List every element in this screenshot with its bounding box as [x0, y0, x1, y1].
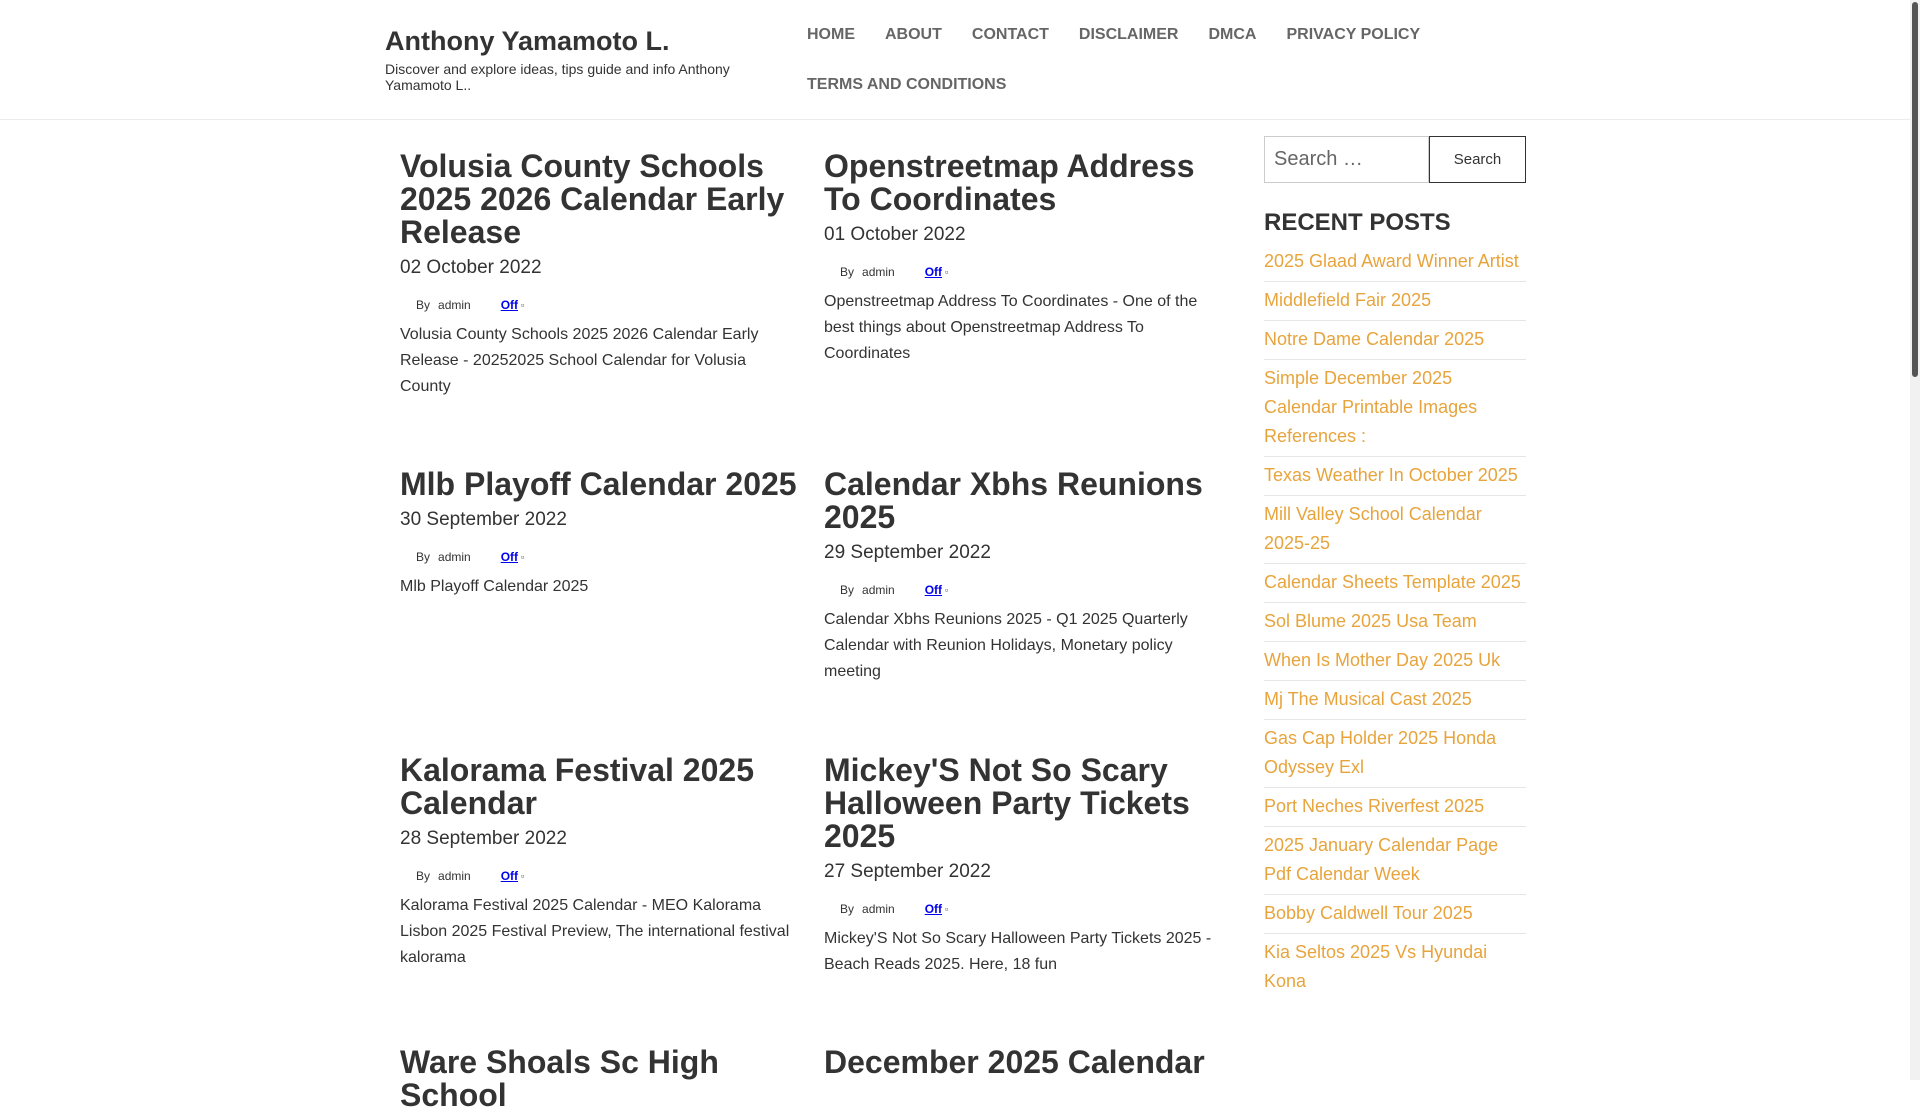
post-excerpt: Mlb Playoff Calendar 2025 — [400, 578, 589, 595]
post-title — [824, 150, 1224, 216]
author-link[interactable]: admin — [862, 265, 895, 279]
post-title — [824, 754, 1224, 853]
comment-icon: ● — [488, 871, 495, 881]
comments-link[interactable]: Off — [924, 902, 943, 916]
post-title — [824, 1046, 1224, 1079]
by-label: By — [416, 869, 431, 883]
site-title[interactable]: Anthony Yamamoto L. — [385, 26, 670, 56]
user-icon: ● — [828, 267, 834, 277]
post-date: 02 October 2022 — [400, 257, 542, 278]
comment-icon: ● — [912, 267, 919, 277]
list-item — [1264, 788, 1526, 827]
recent-post-link[interactable]: 2025 January Calendar Page Pdf Calendar Week — [1264, 835, 1499, 884]
recent-post-link[interactable]: Kia Seltos 2025 Vs Hyundai Kona — [1264, 942, 1488, 991]
post-card — [824, 1046, 1224, 1079]
recent-post-link[interactable]: Notre Dame Calendar 2025 — [1264, 329, 1485, 349]
post-title-link[interactable]: December 2025 Calendar — [824, 1044, 1205, 1080]
list-item — [1264, 564, 1526, 603]
post-title-link[interactable]: Kalorama Festival 2025 Calendar — [400, 752, 754, 821]
list-item — [1264, 321, 1526, 360]
post-meta — [400, 550, 800, 564]
comments-link[interactable]: Off — [924, 583, 943, 597]
search-button[interactable]: Search — [1429, 136, 1526, 183]
author-link[interactable]: admin — [438, 550, 471, 564]
sidebar — [1264, 136, 1526, 1001]
post-title-link[interactable]: Ware Shoals Sc High School — [400, 1044, 719, 1113]
recent-post-link[interactable]: Mj The Musical Cast 2025 — [1264, 689, 1472, 709]
post-excerpt: Volusia County Schools 2025 2026 Calendar Early Release - 20252025 School Calendar for Volusia County — [400, 326, 759, 395]
site-header — [0, 0, 1910, 120]
author-link[interactable]: admin — [438, 298, 471, 312]
recent-posts-list — [1264, 243, 1526, 1001]
post-card — [824, 754, 1224, 978]
user-icon: ● — [404, 300, 410, 310]
post-title-link[interactable]: Calendar Xbhs Reunions 2025 — [824, 466, 1203, 535]
recent-post-link[interactable]: Sol Blume 2025 Usa Team — [1264, 611, 1477, 631]
recent-post-link[interactable]: Mill Valley School Calendar 2025-25 — [1264, 504, 1482, 553]
by-label: By — [840, 265, 855, 279]
by-label: By — [840, 583, 855, 597]
post-excerpt: Mickey'S Not So Scary Halloween Party Tickets 2025 - Beach Reads 2025. Here, 18 fun — [824, 930, 1212, 973]
author-link[interactable]: admin — [862, 902, 895, 916]
list-item — [1264, 934, 1526, 1001]
post-card — [400, 754, 800, 971]
comment-icon: ● — [912, 585, 919, 595]
post-meta — [824, 583, 1224, 597]
recent-post-link[interactable]: Port Neches Riverfest 2025 — [1264, 796, 1485, 816]
site-description: Discover and explore ideas, tips guide and info Anthony Yamamoto L.. — [385, 61, 730, 93]
post-date: 29 September 2022 — [824, 542, 991, 563]
scrollbar[interactable] — [1910, 0, 1920, 1080]
chevron-down-icon: ▫ — [521, 871, 525, 881]
post-meta — [400, 869, 800, 883]
post-excerpt: Calendar Xbhs Reunions 2025 - Q1 2025 Quarterly Calendar with Reunion Holidays, Monetary policy meeting — [824, 611, 1188, 680]
recent-posts-title: RECENT POSTS — [1264, 209, 1451, 236]
post-card — [824, 150, 1224, 367]
post-title — [824, 468, 1224, 534]
post-meta — [824, 265, 1224, 279]
comment-icon: ● — [912, 904, 919, 914]
list-item — [1264, 496, 1526, 564]
list-item — [1264, 720, 1526, 788]
main-navigation — [792, 10, 1532, 110]
post-meta — [400, 298, 800, 312]
search-form — [1264, 136, 1526, 183]
post-title — [400, 1046, 820, 1112]
list-item — [1264, 603, 1526, 642]
chevron-down-icon: ▫ — [945, 267, 949, 277]
chevron-down-icon: ▫ — [945, 585, 949, 595]
list-item — [1264, 457, 1526, 496]
comments-link[interactable]: Off — [500, 869, 519, 883]
chevron-down-icon: ▫ — [521, 300, 525, 310]
list-item — [1264, 681, 1526, 720]
post-title — [400, 754, 800, 820]
chevron-down-icon: ▫ — [521, 552, 525, 562]
list-item — [1264, 243, 1526, 282]
nav-about[interactable]: ABOUT — [885, 26, 942, 43]
post-card — [400, 150, 800, 400]
post-title-link[interactable]: Volusia County Schools 2025 2026 Calendar Early Release — [400, 148, 785, 250]
nav-privacy-policy[interactable]: PRIVACY POLICY — [1286, 26, 1421, 43]
comments-link[interactable]: Off — [500, 298, 519, 312]
author-link[interactable]: admin — [438, 869, 471, 883]
post-card — [400, 468, 800, 600]
by-label: By — [840, 902, 855, 916]
post-title-link[interactable]: Mickey'S Not So Scary Halloween Party Tickets 2025 — [824, 752, 1190, 854]
post-date: 27 September 2022 — [824, 861, 991, 882]
recent-post-link[interactable]: When Is Mother Day 2025 Uk — [1264, 650, 1501, 670]
recent-post-link[interactable]: 2025 Glaad Award Winner Artist — [1264, 251, 1519, 271]
author-link[interactable]: admin — [862, 583, 895, 597]
comments-link[interactable]: Off — [924, 265, 943, 279]
post-date: 28 September 2022 — [400, 828, 567, 849]
chevron-down-icon: ▫ — [945, 904, 949, 914]
nav-home[interactable]: HOME — [807, 26, 855, 43]
by-label: By — [416, 550, 431, 564]
user-icon: ● — [828, 904, 834, 914]
recent-post-link[interactable]: Simple December 2025 Calendar Printable Images References : — [1264, 368, 1478, 446]
comments-link[interactable]: Off — [500, 550, 519, 564]
recent-post-link[interactable]: Calendar Sheets Template 2025 — [1264, 572, 1521, 592]
post-excerpt: Kalorama Festival 2025 Calendar - MEO Kalorama Lisbon 2025 Festival Preview, The international festival kalorama — [400, 897, 790, 966]
user-icon: ● — [828, 585, 834, 595]
post-date: 01 October 2022 — [824, 224, 966, 245]
nav-contact[interactable]: CONTACT — [971, 26, 1049, 43]
list-item — [1264, 642, 1526, 681]
list-item — [1264, 360, 1526, 457]
nav-terms-and-conditions[interactable]: TERMS AND CONDITIONS — [807, 76, 1007, 93]
user-icon: ● — [404, 552, 410, 562]
user-icon: ● — [404, 871, 410, 881]
list-item — [1264, 895, 1526, 934]
nav-dmca[interactable]: DMCA — [1208, 26, 1257, 43]
site-branding — [385, 24, 765, 93]
post-date: 30 September 2022 — [400, 509, 567, 530]
post-title — [400, 150, 800, 249]
comment-icon: ● — [488, 552, 495, 562]
post-card — [400, 1046, 820, 1112]
recent-post-link[interactable]: Texas Weather In October 2025 — [1264, 465, 1518, 485]
post-card — [824, 468, 1224, 685]
by-label: By — [416, 298, 431, 312]
post-title — [400, 468, 800, 501]
nav-disclaimer[interactable]: DISCLAIMER — [1078, 26, 1179, 43]
recent-post-link[interactable]: Bobby Caldwell Tour 2025 — [1264, 903, 1473, 923]
list-item — [1264, 282, 1526, 321]
recent-post-link[interactable]: Middlefield Fair 2025 — [1264, 290, 1432, 310]
list-item — [1264, 827, 1526, 895]
comment-icon: ● — [488, 300, 495, 310]
scrollbar-thumb[interactable] — [1912, 2, 1918, 377]
post-excerpt: Openstreetmap Address To Coordinates - One of the best things about Openstreetmap Address To Coordinates — [824, 293, 1198, 362]
recent-post-link[interactable]: Gas Cap Holder 2025 Honda Odyssey Exl — [1264, 728, 1497, 777]
post-meta — [824, 902, 1224, 916]
post-title-link[interactable]: Mlb Playoff Calendar 2025 — [400, 466, 797, 502]
post-title-link[interactable]: Openstreetmap Address To Coordinates — [824, 148, 1195, 217]
search-input[interactable] — [1264, 136, 1429, 183]
